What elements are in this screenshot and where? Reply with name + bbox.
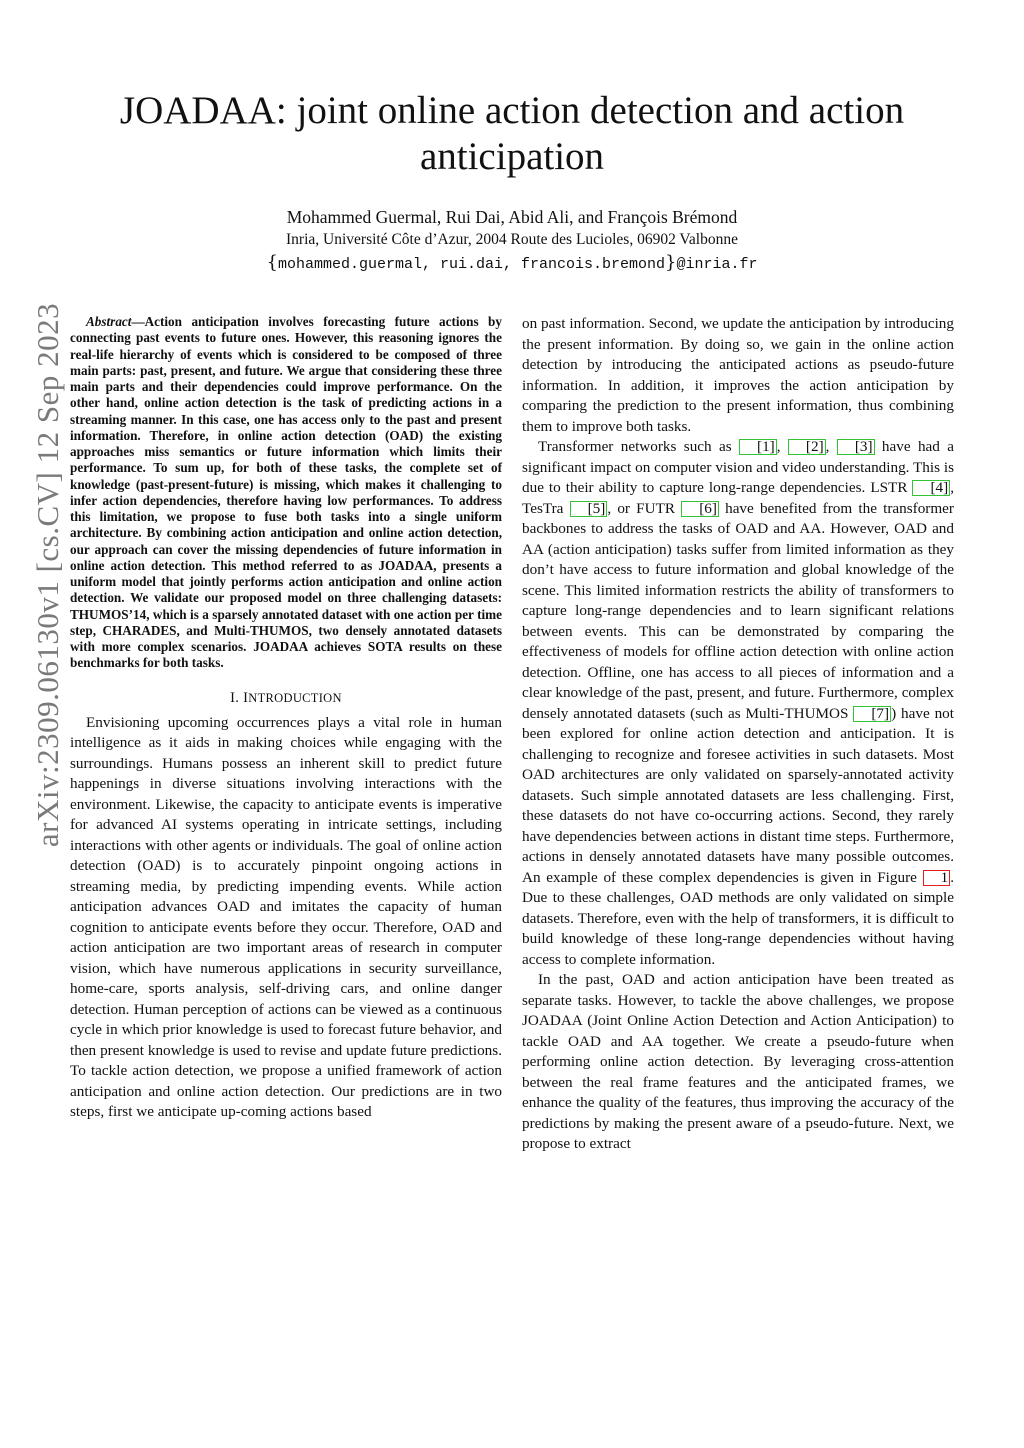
citation-link[interactable]: [1]	[739, 439, 777, 455]
citation-link[interactable]: [2]	[788, 439, 826, 455]
arxiv-sidebar	[26, 100, 70, 1050]
right-paragraph-3: In the past, OAD and action anticipation have been treated as separate tasks. However, to tackle the above challenges, we propose JOADAA (Joint Online Action Detection and Action Anticipation) to tackle OAD and AA together. We create a pseudo-future when performing online action detection. By leveraging cross-attention between the real frame features and the anticipated frames, we enhance the quality of the features, thus improving the accuracy of the predictions by making the present aware of a pseudo-future. Next, we propose to extract	[522, 971, 954, 1152]
text-run: Transformer networks such as	[538, 438, 740, 455]
citation-link[interactable]: [4]	[912, 480, 950, 496]
section-title-rest: NTRODUCTION	[248, 690, 342, 705]
citation-link[interactable]: [3]	[837, 439, 875, 455]
arxiv-identifier: arXiv:2309.06130v1 [cs.CV] 12 Sep 2023	[30, 302, 66, 848]
abstract-label: Abstract	[86, 314, 132, 329]
figure-reference-link[interactable]: 1	[923, 870, 951, 886]
section-first-letter: I	[243, 689, 249, 706]
email-names: mohammed.guermal, rui.dai, francois.bremond	[277, 256, 666, 273]
affiliation: Inria, Université Côte d’Azur, 2004 Route des Lucioles, 06902 Valbonne	[286, 231, 738, 248]
text-run: have had a significant impact on computer vision and video understanding. This is due to their ability to capture long-range dependencies. LSTR	[522, 438, 954, 496]
text-run: ,	[776, 438, 788, 455]
text-run: , TesTra	[522, 479, 954, 517]
right-column	[522, 314, 954, 1155]
email-line	[80, 252, 944, 273]
intro-paragraph-1: Envisioning upcoming occurrences plays a vital role in human intelligence as it aids in making choices while engaging with the surroundings. Humans possess an inherent skill to predict future happenings in diverse situations involving interactions with the environment. Likewise, the capacity to anticipate events is imperative for advanced AI systems operating in intricate settings, including interactions with other agents or individuals. The goal of online action detection (OAD) is to accurately pinpoint ongoing actions in streaming media, by predicting impending events. While action anticipation advances OAD and imitates the capacity of human cognition to anticipate events before they occur. Therefore, OAD and action anticipation are two important areas of research in computer vision, which have numerous applications in security surveillance, home-care, sports analysis, self-driving cars, and online danger detection. Human perception of actions can be viewed as a continuous cycle in which prior knowledge is used to forecast future behavior, and then present knowledge is used to revise and update future predictions. To tackle action detection, we propose a unified framework of action anticipation and online action detection. Our predictions are in two steps, first we anticipate up-coming actions based	[70, 713, 502, 1120]
citation-link[interactable]: [7]	[853, 706, 891, 722]
abstract	[70, 314, 502, 672]
email-domain: @inria.fr	[676, 256, 758, 273]
right-paragraph-2	[522, 437, 954, 970]
paper-title: JOADAA: joint online action detection and action anticipation	[119, 89, 905, 178]
email-open-brace: {	[266, 252, 278, 273]
citation-link[interactable]: [5]	[570, 501, 608, 517]
email-close-brace: }	[665, 252, 677, 273]
text-run: . Due to these challenges, OAD methods are only validated on simple datasets. Therefore, even with the help of transformers, it is difficult to build knowledge of these long-range dependencies without having access to complete information.	[522, 868, 954, 968]
citation-link[interactable]: [6]	[681, 501, 719, 517]
left-column	[70, 314, 502, 1123]
text-run: ) have not been explored for online action detection and anticipation. It is challenging to recognize and foresee activities in such datasets. Most OAD architectures are only validated on sparsely-annotated activity datasets. Such simple annotated datasets are less challenging. First, these datasets do not have co-occurring actions. Second, they rarely have dependencies between actions in distant time steps. Furthermore, actions in densely annotated datasets have many possible outcomes. An example of these complex dependencies is given in Figure	[522, 704, 954, 886]
text-run: ,	[825, 438, 837, 455]
abstract-text: —Action anticipation involves forecasting future actions by connecting past events to future ones. However, this reasoning ignores the real-life hierarchy of events which is considered to be composed of three main parts: past, present, and future. We argue that considering these three main parts and their dependencies could improve performance. On the other hand, online action detection is the task of predicting actions in a streaming manner. In this case, one has access only to the past and present information. Therefore, in online action detection (OAD) the existing approaches miss semantics or future information which limits their performance. To sum up, for both of these tasks, the complete set of knowledge (past-present-future) is missing, which makes it challenging to infer action dependencies, therefore having low performances. To address this limitation, we propose to fuse both tasks into a single uniform architecture. By combining action anticipation and online action detection, our approach can cover the missing dependencies of future information in online action detection. This method referred to as JOADAA, presents a uniform model that jointly performs action anticipation and online action detection. We validate our proposed model on three challenging datasets: THUMOS’14, which is a sparsely annotated dataset with one action per time step, CHARADES, and Multi-THUMOS, two densely annotated datasets with more complex scenarios. JOADAA achieves SOTA results on these benchmarks for both tasks.	[70, 314, 502, 671]
section-heading-introduction	[70, 690, 502, 707]
text-run: , or FUTR	[607, 499, 682, 517]
text-run: have benefited from the transformer backbones to address the tasks of OAD and AA. However, OAD and AA (action anticipation) tasks suffer from limited information as they don’t have access to future information and global knowledge of the scene. This limited information restricts the ability of transformers to capture long-range dependencies and to learn significant relations between events. This can be demonstrated by comparing the effectiveness of models for offline action detection with online action detection. Offline, one has access to all pieces of information and a clear knowledge of the past, present, and future. Furthermore, complex densely annotated datasets (such as Multi-THUMOS	[522, 499, 954, 722]
section-number: I.	[230, 689, 244, 706]
right-paragraph-1: on past information. Second, we update the anticipation by introducing the present information. By doing so, we gain in the online action detection by introducing the anticipated actions as pseudo-future information. In addition, it improves the action anticipation by comparing the prediction to the present information, thus combining them to improve both tasks.	[522, 315, 954, 435]
author-list: Mohammed Guermal, Rui Dai, Abid Ali, and François Brémond	[286, 207, 738, 227]
